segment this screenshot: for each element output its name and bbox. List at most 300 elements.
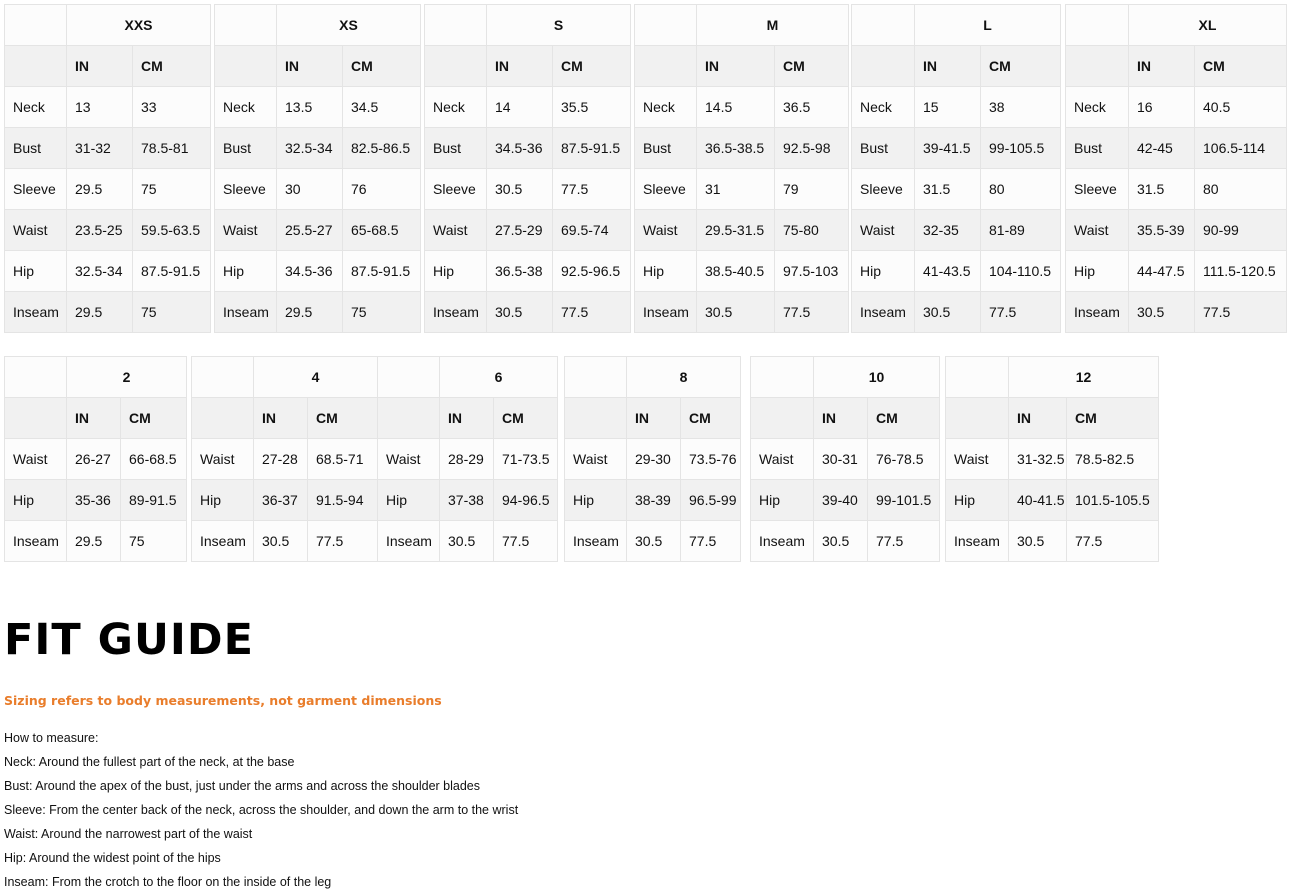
measure-term: Hip: — [4, 851, 27, 865]
table-row — [5, 169, 211, 210]
value-in: 31-32 — [67, 128, 133, 169]
table-row — [192, 521, 378, 562]
value-in: 30 — [277, 169, 343, 210]
table-row — [215, 169, 421, 210]
measure-item — [4, 824, 518, 848]
table-row — [946, 439, 1159, 480]
measurement-label: Bust — [852, 128, 915, 169]
measurement-label: Neck — [215, 87, 277, 128]
size-name: 2 — [67, 357, 187, 398]
unit-header-blank — [1066, 46, 1129, 87]
size-name: 12 — [1009, 357, 1159, 398]
unit-header-blank — [565, 398, 627, 439]
value-cm: 99-101.5 — [868, 480, 940, 521]
table-row — [378, 480, 558, 521]
unit-cm-label: CM — [1195, 46, 1287, 87]
measurement-label: Waist — [946, 439, 1009, 480]
size-table — [945, 356, 1159, 562]
value-cm: 92.5-96.5 — [553, 251, 631, 292]
measurement-label: Sleeve — [215, 169, 277, 210]
value-cm: 77.5 — [775, 292, 849, 333]
measurement-label: Inseam — [946, 521, 1009, 562]
table-row — [215, 87, 421, 128]
value-cm: 78.5-81 — [133, 128, 211, 169]
measurement-label: Bust — [5, 128, 67, 169]
measurement-label: Neck — [425, 87, 487, 128]
table-row — [5, 439, 187, 480]
table-row — [852, 210, 1061, 251]
fit-guide-title: FIT GUIDE — [4, 615, 254, 665]
value-in: 15 — [915, 87, 981, 128]
value-in: 30.5 — [487, 169, 553, 210]
value-cm: 34.5 — [343, 87, 421, 128]
value-in: 35.5-39 — [1129, 210, 1195, 251]
measurement-label: Waist — [565, 439, 627, 480]
unit-header-blank — [5, 398, 67, 439]
table-row — [425, 251, 631, 292]
value-cm: 87.5-91.5 — [133, 251, 211, 292]
value-in: 36-37 — [254, 480, 308, 521]
size-header-blank — [192, 357, 254, 398]
value-in: 36.5-38.5 — [697, 128, 775, 169]
size-header-blank — [5, 5, 67, 46]
table-row — [852, 128, 1061, 169]
unit-in-label: IN — [627, 398, 681, 439]
table-row — [5, 128, 211, 169]
value-cm: 77.5 — [553, 169, 631, 210]
table-row — [946, 480, 1159, 521]
value-cm: 35.5 — [553, 87, 631, 128]
value-cm: 77.5 — [1195, 292, 1287, 333]
value-in: 30.5 — [814, 521, 868, 562]
measurement-label: Waist — [5, 439, 67, 480]
measure-term: Neck: — [4, 755, 36, 769]
measurement-label: Inseam — [5, 521, 67, 562]
measurement-label: Hip — [635, 251, 697, 292]
unit-header-blank — [852, 46, 915, 87]
table-row — [5, 87, 211, 128]
value-cm: 71-73.5 — [494, 439, 558, 480]
size-name: S — [487, 5, 631, 46]
value-in: 30.5 — [440, 521, 494, 562]
measurement-label: Inseam — [5, 292, 67, 333]
value-in: 31-32.5 — [1009, 439, 1067, 480]
measurement-label: Bust — [635, 128, 697, 169]
table-row — [852, 251, 1061, 292]
measurement-label: Waist — [635, 210, 697, 251]
value-in: 38-39 — [627, 480, 681, 521]
measurement-label: Inseam — [635, 292, 697, 333]
unit-header-blank — [946, 398, 1009, 439]
measurement-label: Waist — [1066, 210, 1129, 251]
value-in: 38.5-40.5 — [697, 251, 775, 292]
value-cm: 77.5 — [981, 292, 1061, 333]
value-in: 34.5-36 — [487, 128, 553, 169]
table-row — [215, 128, 421, 169]
measurement-label: Inseam — [1066, 292, 1129, 333]
value-cm: 94-96.5 — [494, 480, 558, 521]
measurement-label: Sleeve — [852, 169, 915, 210]
measure-term: Sleeve: — [4, 803, 46, 817]
measure-item — [4, 872, 518, 896]
table-row — [635, 87, 849, 128]
table-row — [5, 292, 211, 333]
table-row — [1066, 292, 1287, 333]
value-in: 13 — [67, 87, 133, 128]
size-name: 10 — [814, 357, 940, 398]
unit-cm-label: CM — [775, 46, 849, 87]
table-row — [751, 480, 940, 521]
unit-in-label: IN — [277, 46, 343, 87]
how-to-measure — [4, 728, 518, 896]
table-row — [852, 87, 1061, 128]
size-table — [214, 4, 421, 333]
measurement-label: Waist — [425, 210, 487, 251]
table-row — [5, 521, 187, 562]
measurement-label: Hip — [215, 251, 277, 292]
measurement-label: Sleeve — [635, 169, 697, 210]
measure-text: From the crotch to the floor on the inside of the leg — [48, 875, 332, 889]
unit-in-label: IN — [254, 398, 308, 439]
value-cm: 80 — [1195, 169, 1287, 210]
value-cm: 75 — [133, 292, 211, 333]
value-cm: 36.5 — [775, 87, 849, 128]
value-in: 26-27 — [67, 439, 121, 480]
measurement-label: Bust — [1066, 128, 1129, 169]
value-cm: 65-68.5 — [343, 210, 421, 251]
value-cm: 87.5-91.5 — [343, 251, 421, 292]
table-row — [215, 210, 421, 251]
value-cm: 40.5 — [1195, 87, 1287, 128]
measure-text: Around the narrowest part of the waist — [38, 827, 253, 841]
value-in: 27.5-29 — [487, 210, 553, 251]
value-cm: 80 — [981, 169, 1061, 210]
table-row — [565, 439, 741, 480]
unit-header-blank — [215, 46, 277, 87]
unit-cm-label: CM — [681, 398, 741, 439]
value-cm: 77.5 — [553, 292, 631, 333]
size-name: M — [697, 5, 849, 46]
value-in: 30.5 — [627, 521, 681, 562]
table-row — [751, 521, 940, 562]
value-cm: 77.5 — [308, 521, 378, 562]
value-cm: 101.5-105.5 — [1067, 480, 1159, 521]
size-table — [1065, 4, 1287, 333]
unit-cm-label: CM — [308, 398, 378, 439]
unit-header-blank — [192, 398, 254, 439]
measurement-label: Waist — [5, 210, 67, 251]
value-cm: 68.5-71 — [308, 439, 378, 480]
measure-item — [4, 776, 518, 800]
value-in: 31 — [697, 169, 775, 210]
table-row — [635, 169, 849, 210]
value-in: 30.5 — [1129, 292, 1195, 333]
value-cm: 81-89 — [981, 210, 1061, 251]
value-cm: 69.5-74 — [553, 210, 631, 251]
value-cm: 33 — [133, 87, 211, 128]
value-cm: 89-91.5 — [121, 480, 187, 521]
table-row — [192, 480, 378, 521]
value-in: 28-29 — [440, 439, 494, 480]
table-row — [425, 210, 631, 251]
unit-cm-label: CM — [121, 398, 187, 439]
value-in: 29.5 — [67, 292, 133, 333]
table-row — [425, 87, 631, 128]
value-in: 13.5 — [277, 87, 343, 128]
size-header-blank — [378, 357, 440, 398]
measure-text: From the center back of the neck, across the shoulder, and down the arm to the wrist — [45, 803, 519, 817]
size-table — [851, 4, 1061, 333]
value-cm: 38 — [981, 87, 1061, 128]
value-in: 35-36 — [67, 480, 121, 521]
size-header-blank — [215, 5, 277, 46]
value-cm: 73.5-76 — [681, 439, 741, 480]
size-table — [4, 4, 211, 333]
table-row — [1066, 128, 1287, 169]
value-cm: 75-80 — [775, 210, 849, 251]
value-in: 30.5 — [254, 521, 308, 562]
measurement-label: Hip — [5, 480, 67, 521]
measurement-label: Neck — [5, 87, 67, 128]
fit-guide-subtitle: Sizing refers to body measurements, not garment dimensions — [4, 693, 442, 708]
value-cm: 97.5-103 — [775, 251, 849, 292]
measurement-label: Inseam — [425, 292, 487, 333]
value-cm: 78.5-82.5 — [1067, 439, 1159, 480]
measurement-label: Hip — [565, 480, 627, 521]
unit-in-label: IN — [1009, 398, 1067, 439]
measure-item — [4, 848, 518, 872]
value-in: 30-31 — [814, 439, 868, 480]
measure-text: Around the apex of the bust, just under the arms and across the shoulder blades — [32, 779, 481, 793]
measure-item — [4, 752, 518, 776]
size-header-blank — [635, 5, 697, 46]
value-cm: 96.5-99 — [681, 480, 741, 521]
size-name: 4 — [254, 357, 378, 398]
value-in: 34.5-36 — [277, 251, 343, 292]
value-cm: 87.5-91.5 — [553, 128, 631, 169]
measurement-label: Hip — [425, 251, 487, 292]
measurement-label: Neck — [852, 87, 915, 128]
value-in: 29.5-31.5 — [697, 210, 775, 251]
size-table — [377, 356, 558, 562]
size-header-blank — [751, 357, 814, 398]
value-in: 42-45 — [1129, 128, 1195, 169]
value-cm: 76 — [343, 169, 421, 210]
table-row — [635, 128, 849, 169]
table-row — [5, 210, 211, 251]
value-cm: 77.5 — [1067, 521, 1159, 562]
measure-item — [4, 800, 518, 824]
size-name: XXS — [67, 5, 211, 46]
measurement-label: Inseam — [751, 521, 814, 562]
measure-text: Around the fullest part of the neck, at the base — [35, 755, 295, 769]
measurement-label: Hip — [5, 251, 67, 292]
measurement-label: Sleeve — [5, 169, 67, 210]
value-cm: 79 — [775, 169, 849, 210]
size-header-blank — [565, 357, 627, 398]
value-cm: 75 — [343, 292, 421, 333]
value-in: 31.5 — [915, 169, 981, 210]
unit-header-blank — [378, 398, 440, 439]
table-row — [635, 210, 849, 251]
unit-cm-label: CM — [133, 46, 211, 87]
measurement-label: Waist — [215, 210, 277, 251]
value-in: 32.5-34 — [277, 128, 343, 169]
measurement-label: Inseam — [215, 292, 277, 333]
table-row — [378, 521, 558, 562]
size-table — [424, 4, 631, 333]
value-cm: 90-99 — [1195, 210, 1287, 251]
size-header-blank — [852, 5, 915, 46]
value-in: 39-41.5 — [915, 128, 981, 169]
table-row — [215, 251, 421, 292]
value-in: 29.5 — [67, 169, 133, 210]
size-header-blank — [1066, 5, 1129, 46]
unit-in-label: IN — [915, 46, 981, 87]
value-in: 16 — [1129, 87, 1195, 128]
value-cm: 59.5-63.5 — [133, 210, 211, 251]
value-cm: 77.5 — [494, 521, 558, 562]
measurement-label: Hip — [946, 480, 1009, 521]
measurement-label: Neck — [1066, 87, 1129, 128]
unit-in-label: IN — [1129, 46, 1195, 87]
size-name: 8 — [627, 357, 741, 398]
value-in: 40-41.5 — [1009, 480, 1067, 521]
value-in: 32.5-34 — [67, 251, 133, 292]
table-row — [5, 480, 187, 521]
measure-term: Waist: — [4, 827, 39, 841]
value-cm: 104-110.5 — [981, 251, 1061, 292]
measurement-label: Waist — [852, 210, 915, 251]
value-in: 30.5 — [915, 292, 981, 333]
value-cm: 75 — [133, 169, 211, 210]
unit-cm-label: CM — [868, 398, 940, 439]
measurement-label: Inseam — [378, 521, 440, 562]
size-table — [191, 356, 378, 562]
size-name: L — [915, 5, 1061, 46]
table-row — [1066, 251, 1287, 292]
value-cm: 82.5-86.5 — [343, 128, 421, 169]
value-cm: 92.5-98 — [775, 128, 849, 169]
table-row — [635, 251, 849, 292]
value-in: 30.5 — [487, 292, 553, 333]
value-in: 14.5 — [697, 87, 775, 128]
measure-term: Inseam: — [4, 875, 49, 889]
value-in: 30.5 — [697, 292, 775, 333]
value-cm: 76-78.5 — [868, 439, 940, 480]
value-in: 29.5 — [67, 521, 121, 562]
table-row — [751, 439, 940, 480]
table-row — [1066, 87, 1287, 128]
table-row — [425, 128, 631, 169]
table-row — [5, 251, 211, 292]
table-row — [425, 292, 631, 333]
table-row — [565, 480, 741, 521]
table-row — [378, 439, 558, 480]
unit-in-label: IN — [67, 398, 121, 439]
unit-in-label: IN — [67, 46, 133, 87]
table-row — [852, 292, 1061, 333]
table-row — [425, 169, 631, 210]
measurement-label: Hip — [852, 251, 915, 292]
table-row — [635, 292, 849, 333]
measurement-label: Hip — [378, 480, 440, 521]
measurement-label: Bust — [425, 128, 487, 169]
value-in: 30.5 — [1009, 521, 1067, 562]
unit-header-blank — [5, 46, 67, 87]
size-table — [634, 4, 849, 333]
measurement-label: Inseam — [565, 521, 627, 562]
value-in: 36.5-38 — [487, 251, 553, 292]
measurement-label: Bust — [215, 128, 277, 169]
value-in: 25.5-27 — [277, 210, 343, 251]
value-cm: 111.5-120.5 — [1195, 251, 1287, 292]
value-in: 44-47.5 — [1129, 251, 1195, 292]
size-header-blank — [425, 5, 487, 46]
measurement-label: Hip — [751, 480, 814, 521]
value-cm: 99-105.5 — [981, 128, 1061, 169]
size-name: 6 — [440, 357, 558, 398]
size-name: XL — [1129, 5, 1287, 46]
unit-cm-label: CM — [1067, 398, 1159, 439]
unit-cm-label: CM — [494, 398, 558, 439]
measurement-label: Sleeve — [425, 169, 487, 210]
value-in: 37-38 — [440, 480, 494, 521]
table-row — [852, 169, 1061, 210]
value-cm: 66-68.5 — [121, 439, 187, 480]
unit-header-blank — [425, 46, 487, 87]
measurement-label: Inseam — [852, 292, 915, 333]
measurement-label: Hip — [1066, 251, 1129, 292]
unit-cm-label: CM — [981, 46, 1061, 87]
value-cm: 77.5 — [681, 521, 741, 562]
measure-text: Around the widest point of the hips — [26, 851, 221, 865]
measure-term: Bust: — [4, 779, 33, 793]
measurement-label: Waist — [192, 439, 254, 480]
size-header-blank — [946, 357, 1009, 398]
measurement-label: Waist — [378, 439, 440, 480]
value-cm: 106.5-114 — [1195, 128, 1287, 169]
size-table — [564, 356, 741, 562]
table-row — [1066, 169, 1287, 210]
value-in: 39-40 — [814, 480, 868, 521]
value-in: 23.5-25 — [67, 210, 133, 251]
value-cm: 77.5 — [868, 521, 940, 562]
table-row — [565, 521, 741, 562]
unit-in-label: IN — [814, 398, 868, 439]
value-in: 29-30 — [627, 439, 681, 480]
size-table — [4, 356, 187, 562]
value-in: 32-35 — [915, 210, 981, 251]
table-row — [192, 439, 378, 480]
value-in: 31.5 — [1129, 169, 1195, 210]
table-row — [215, 292, 421, 333]
size-name: XS — [277, 5, 421, 46]
unit-cm-label: CM — [553, 46, 631, 87]
value-cm: 91.5-94 — [308, 480, 378, 521]
measurement-label: Hip — [192, 480, 254, 521]
how-to-measure-intro: How to measure: — [4, 731, 99, 745]
value-in: 14 — [487, 87, 553, 128]
unit-header-blank — [635, 46, 697, 87]
measurement-label: Sleeve — [1066, 169, 1129, 210]
measurement-label: Neck — [635, 87, 697, 128]
value-cm: 75 — [121, 521, 187, 562]
value-in: 41-43.5 — [915, 251, 981, 292]
size-table — [750, 356, 940, 562]
measurement-label: Inseam — [192, 521, 254, 562]
size-header-blank — [5, 357, 67, 398]
